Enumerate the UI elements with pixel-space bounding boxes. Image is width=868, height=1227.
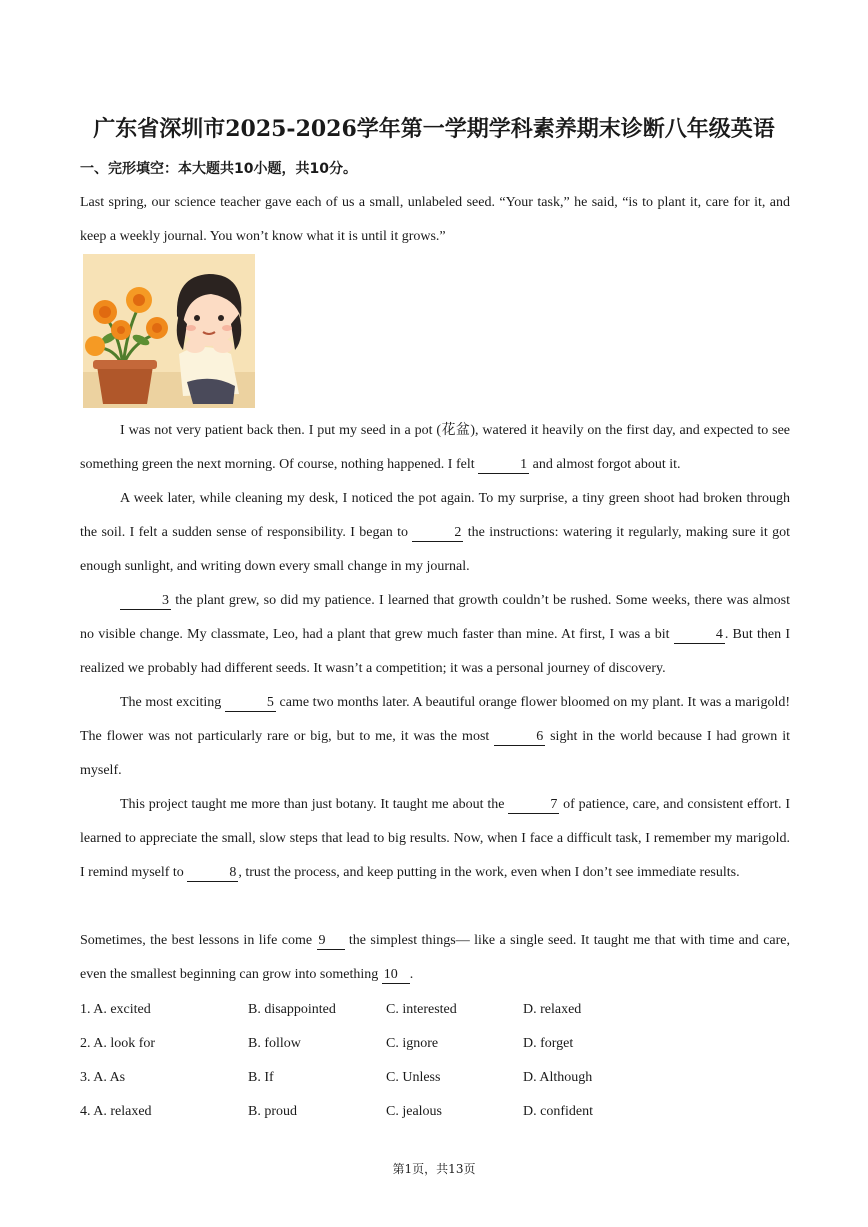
blank-10[interactable]: 10 bbox=[382, 967, 410, 984]
question-row bbox=[80, 996, 780, 1030]
option-c[interactable]: C. ignore bbox=[386, 1036, 439, 1051]
flower-pot-rim bbox=[93, 360, 157, 369]
intro-paragraph: Last spring, our science teacher gave each of us a small, unlabeled seed. “Your task,” he said, “is to plant it, care for it, and keep a weekly journal. You won’t know what it is until it grows.” bbox=[80, 195, 790, 244]
paragraph-text: came two months later. A beautiful orange flower bloomed on my plant. It was a marigold! The flower was not particularly rare or big, but to me, it was the most bbox=[80, 695, 790, 744]
paragraph-text: . bbox=[409, 967, 414, 982]
option-b[interactable]: B. If bbox=[248, 1070, 274, 1085]
question-options bbox=[80, 996, 780, 1132]
option-c[interactable]: C. jealous bbox=[386, 1104, 442, 1119]
paragraph-text: . But then I realized we probably had different seeds. It wasn’t a competition; it was a personal journey of discovery. bbox=[80, 627, 790, 676]
question-row bbox=[80, 1030, 780, 1064]
option-c[interactable]: C. Unless bbox=[386, 1070, 441, 1085]
option-d[interactable]: D. forget bbox=[523, 1036, 574, 1051]
option-a[interactable]: 4. A. relaxed bbox=[80, 1104, 152, 1119]
paragraph-text: of patience, care, and consistent effort. I learned to appreciate the small, slow steps that lead to big results. Now, when I face a difficult task, I remember my marigold. I remind myself to bbox=[80, 797, 790, 880]
paragraph-text: the simplest things— like a single seed. It taught me that with time and care, even the smallest beginning can grow into something bbox=[80, 933, 791, 982]
blank-1[interactable]: 1 bbox=[478, 457, 529, 474]
option-b[interactable]: B. follow bbox=[248, 1036, 301, 1051]
option-d[interactable]: D. Although bbox=[523, 1070, 593, 1085]
paragraph-text: and almost forgot about it. bbox=[529, 457, 681, 472]
paragraph-text: Sometimes, the best lessons in life come bbox=[80, 933, 317, 948]
option-c[interactable]: C. interested bbox=[386, 1002, 457, 1017]
blank-3[interactable]: 3 bbox=[120, 593, 171, 610]
paragraph-text: I was not very patient back then. I put my seed in a pot (花盆), watered it heavily on the first day, and expected to see something green the next morning. Of course, nothing happened. I felt bbox=[80, 423, 790, 472]
story-paragraph bbox=[80, 482, 790, 584]
paragraph-text: the plant grew, so did my patience. I learned that growth couldn’t be rushed. Some weeks, there was almost no visible change. My classmate, Leo, had a plant that grew much faster than mine. At first, I was a bit bbox=[80, 593, 790, 642]
story-paragraph bbox=[80, 686, 790, 788]
paragraph-text: sight in the world because I had grown it myself. bbox=[80, 729, 790, 778]
option-a[interactable]: 1. A. excited bbox=[80, 1002, 151, 1017]
story-paragraph bbox=[80, 924, 790, 992]
illustration-svg bbox=[83, 254, 255, 408]
paragraph-text: This project taught me more than just botany. It taught me about the bbox=[120, 797, 509, 812]
blank-2[interactable]: 2 bbox=[412, 525, 463, 542]
option-d[interactable]: D. relaxed bbox=[523, 1002, 582, 1017]
paragraph-text: The most exciting bbox=[120, 695, 225, 710]
section-heading: 一、完形填空：本大题共10小题，共10分。 bbox=[80, 161, 357, 177]
page-footer: 第1页，共13页 bbox=[392, 1162, 476, 1176]
flower-pot bbox=[97, 366, 153, 404]
story-paragraph bbox=[80, 788, 790, 890]
question-row bbox=[80, 1064, 780, 1098]
blank-4[interactable]: 4 bbox=[674, 627, 725, 644]
option-d[interactable]: D. confident bbox=[523, 1104, 593, 1119]
option-b[interactable]: B. proud bbox=[248, 1104, 297, 1119]
paragraph-text: A week later, while cleaning my desk, I noticed the pot again. To my surprise, a tiny green shoot had broken through the soil. I felt a sudden sense of responsibility. I began to bbox=[80, 491, 790, 540]
paragraph-text: the instructions: watering it regularly, making sure it got enough sunlight, and writing down every small change in my journal. bbox=[80, 525, 790, 574]
blank-8[interactable]: 8 bbox=[187, 865, 238, 882]
option-a[interactable]: 2. A. look for bbox=[80, 1036, 156, 1051]
blank-7[interactable]: 7 bbox=[508, 797, 559, 814]
blank-9[interactable]: 9 bbox=[317, 933, 345, 950]
blank-5[interactable]: 5 bbox=[225, 695, 276, 712]
story-paragraph bbox=[80, 414, 790, 482]
paragraph-text: , trust the process, and keep putting in the work, even when I don’t see immediate results. bbox=[238, 865, 740, 880]
page-title: 广东省深圳市2025-2026学年第一学期学科素养期末诊断八年级英语 bbox=[93, 116, 775, 142]
option-a[interactable]: 3. A. As bbox=[80, 1070, 126, 1085]
girl-marigold-illustration bbox=[83, 254, 255, 408]
blank-6[interactable]: 6 bbox=[494, 729, 545, 746]
story-paragraph bbox=[80, 584, 790, 686]
option-b[interactable]: B. disappointed bbox=[248, 1002, 336, 1017]
question-row bbox=[80, 1098, 780, 1132]
